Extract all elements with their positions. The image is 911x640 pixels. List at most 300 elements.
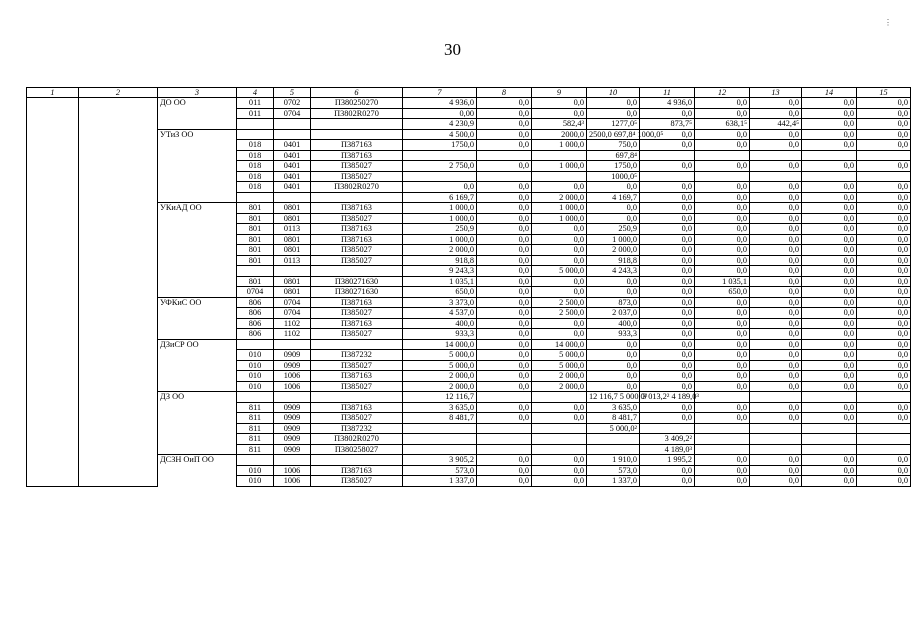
table-cell: 0,0 <box>532 402 587 413</box>
table-cell: 0909 <box>274 423 311 434</box>
table-cell: 801 <box>237 234 274 245</box>
table-cell <box>802 150 857 161</box>
table-cell: 0801 <box>274 287 311 298</box>
table-row <box>27 434 911 445</box>
table-cell: 011 <box>237 108 274 119</box>
table-cell: 010 <box>237 350 274 361</box>
table-cell <box>311 455 403 466</box>
table-cell: 0,0 <box>587 182 640 193</box>
table-cell: 0,0 <box>695 203 750 214</box>
table-cell: 5 000,0 <box>532 360 587 371</box>
table-cell: П387163 <box>311 465 403 476</box>
table-cell: 010 <box>237 476 274 487</box>
department-cell <box>158 108 237 119</box>
department-cell <box>158 381 237 392</box>
table-cell: 0,0 <box>750 413 802 424</box>
table-cell: 873,0 <box>587 297 640 308</box>
table-cell: 4 169,7 <box>587 192 640 203</box>
table-cell: 0,0 <box>640 318 695 329</box>
table-cell: П387163 <box>311 203 403 214</box>
table-cell: П385027 <box>311 161 403 172</box>
table-cell: 5 000,0 <box>403 350 477 361</box>
table-cell: 0,0 <box>640 192 695 203</box>
department-cell <box>158 224 237 235</box>
department-cell <box>158 266 237 277</box>
table-cell: 0,0 <box>587 371 640 382</box>
table-cell: 010 <box>237 465 274 476</box>
table-row <box>27 161 911 172</box>
table-cell: 0704 <box>274 297 311 308</box>
table-row <box>27 318 911 329</box>
table-cell: 0113 <box>274 255 311 266</box>
table-cell: П387163 <box>311 150 403 161</box>
department-cell <box>158 161 237 172</box>
table-cell: 0704 <box>274 308 311 319</box>
table-cell <box>802 171 857 182</box>
table-cell: 0,0 <box>750 224 802 235</box>
table-cell: 3 409,2² <box>640 434 695 445</box>
table-cell: 0,0 <box>695 98 750 109</box>
table-cell: 0,0 <box>802 329 857 340</box>
table-cell: 0,0 <box>802 161 857 172</box>
table-cell <box>237 455 274 466</box>
table-cell: 2 500,0 <box>532 308 587 319</box>
table-cell <box>237 339 274 350</box>
table-cell <box>532 444 587 455</box>
table-cell <box>695 150 750 161</box>
table-cell: 0801 <box>274 276 311 287</box>
department-cell <box>158 465 237 476</box>
table-cell: 0801 <box>274 203 311 214</box>
table-cell: 0,0 <box>695 297 750 308</box>
table-cell: 2 000,0 <box>532 371 587 382</box>
table-cell: 0,0 <box>750 476 802 487</box>
table-cell: 0,0 <box>750 350 802 361</box>
table-cell: 0,0 <box>532 98 587 109</box>
table-cell: 1750,0 <box>403 140 477 151</box>
department-cell <box>158 245 237 256</box>
table-cell: 0,0 <box>750 140 802 151</box>
table-cell: 918,8 <box>403 255 477 266</box>
table-cell: 801 <box>237 203 274 214</box>
table-cell: 0,0 <box>477 119 532 130</box>
table-row <box>27 255 911 266</box>
table-cell: 0909 <box>274 434 311 445</box>
table-cell: 0,0 <box>695 255 750 266</box>
table-cell: П3802R0270 <box>311 182 403 193</box>
table-cell: 0,0 <box>857 224 911 235</box>
table-cell: 0,0 <box>802 129 857 140</box>
table-cell: 0,0 <box>695 129 750 140</box>
table-cell: 0,0 <box>750 192 802 203</box>
column-number-11: 11 <box>640 88 695 98</box>
table-cell: 0,0 <box>587 98 640 109</box>
table-cell: 0,0 <box>750 255 802 266</box>
table-cell: 0,0 <box>857 245 911 256</box>
table-cell: 0,0 <box>750 129 802 140</box>
table-cell <box>640 423 695 434</box>
table-row <box>27 108 911 119</box>
table-cell: 400,0 <box>587 318 640 329</box>
table-cell: 0,0 <box>695 329 750 340</box>
table-row <box>27 413 911 424</box>
table-cell: 0401 <box>274 171 311 182</box>
table-cell: 250,9 <box>403 224 477 235</box>
table-cell: 650,0 <box>403 287 477 298</box>
table-cell: 0,0 <box>532 455 587 466</box>
table-cell: 0,0 <box>532 108 587 119</box>
table-cell: П387163 <box>311 140 403 151</box>
department-cell <box>158 318 237 329</box>
table-cell: 4 230,9 <box>403 119 477 130</box>
table-cell: П380258027 <box>311 444 403 455</box>
table-cell: 0,0 <box>802 455 857 466</box>
table-cell: 0,0 <box>857 98 911 109</box>
table-cell: 0,0 <box>857 276 911 287</box>
table-cell: 1 000,0 <box>403 203 477 214</box>
table-cell: 0,0 <box>695 224 750 235</box>
table-cell: П385027 <box>311 255 403 266</box>
table-cell <box>403 444 477 455</box>
table-cell: 0,0 <box>857 108 911 119</box>
table-cell: 0,0 <box>587 276 640 287</box>
table-cell: 2 000,0 <box>403 381 477 392</box>
table-row <box>27 234 911 245</box>
table-cell <box>587 434 640 445</box>
table-cell: П387232 <box>311 423 403 434</box>
table-cell: 0,0 <box>532 465 587 476</box>
table-cell: 2 037,0 <box>587 308 640 319</box>
table-cell: 0,0 <box>477 287 532 298</box>
table-cell: 1 995,2 <box>640 455 695 466</box>
department-cell <box>158 234 237 245</box>
table-cell: 0,0 <box>802 245 857 256</box>
table-cell: П387163 <box>311 234 403 245</box>
table-cell: 0,0 <box>857 192 911 203</box>
table-cell: 0704 <box>237 287 274 298</box>
table-cell: 3 905,2 <box>403 455 477 466</box>
table-cell: 0,0 <box>802 255 857 266</box>
table-cell: 638,1⁵ <box>695 119 750 130</box>
table-cell: 0,0 <box>403 182 477 193</box>
table-row <box>27 350 911 361</box>
department-cell: ДЗ ОО <box>158 392 237 403</box>
table-cell: 0,0 <box>532 234 587 245</box>
table-cell: 0,0 <box>640 476 695 487</box>
table-cell <box>640 150 695 161</box>
table-header-row <box>27 88 911 98</box>
table-cell: 0,0 <box>695 413 750 424</box>
table-cell: 0,0 <box>477 308 532 319</box>
table-cell: 0,0 <box>750 276 802 287</box>
table-cell: 0,0 <box>695 381 750 392</box>
table-cell: 1 000,0 <box>532 213 587 224</box>
table-cell <box>750 423 802 434</box>
table-cell: 0,0 <box>750 98 802 109</box>
department-cell <box>158 308 237 319</box>
table-cell: 0,0 <box>587 213 640 224</box>
table-cell: 0,0 <box>587 381 640 392</box>
department-cell <box>158 476 237 487</box>
table-cell <box>237 129 274 140</box>
table-cell: 573,0 <box>587 465 640 476</box>
table-cell: 0801 <box>274 245 311 256</box>
table-cell <box>640 171 695 182</box>
table-cell: 0,0 <box>802 297 857 308</box>
table-row <box>27 140 911 151</box>
table-cell <box>477 392 532 403</box>
table-cell: 0,0 <box>532 287 587 298</box>
table-cell: 0,0 <box>640 329 695 340</box>
table-cell: 0,0 <box>477 465 532 476</box>
table-row <box>27 339 911 350</box>
table-cell: 0,0 <box>695 360 750 371</box>
table-row <box>27 371 911 382</box>
table-cell <box>274 339 311 350</box>
table-cell: 0,0 <box>750 308 802 319</box>
table-cell: 3 635,0 <box>403 402 477 413</box>
table-cell: 0,0 <box>802 350 857 361</box>
department-cell <box>158 402 237 413</box>
department-cell <box>158 119 237 130</box>
table-cell: 0,0 <box>587 287 640 298</box>
table-cell: 0,0 <box>857 455 911 466</box>
table-cell: 0,0 <box>802 140 857 151</box>
table-cell: 0,0 <box>750 360 802 371</box>
table-cell: 0,0 <box>532 276 587 287</box>
table-cell: 1 337,0 <box>403 476 477 487</box>
table-cell: 0,0 <box>477 371 532 382</box>
table-cell: 2 000,0 <box>532 381 587 392</box>
table-cell: 0,0 <box>802 119 857 130</box>
column-number-10: 10 <box>587 88 640 98</box>
table-cell: 0,0 <box>857 203 911 214</box>
table-cell: 0,0 <box>640 350 695 361</box>
department-cell <box>158 255 237 266</box>
table-cell: 0,0 <box>532 255 587 266</box>
table-row <box>27 129 911 140</box>
table-cell: 0401 <box>274 150 311 161</box>
table-cell: 0,0 <box>857 476 911 487</box>
table-cell: 0,0 <box>640 203 695 214</box>
table-cell <box>695 171 750 182</box>
table-cell: 010 <box>237 360 274 371</box>
table-cell: 0,0 <box>695 108 750 119</box>
table-row <box>27 308 911 319</box>
table-cell <box>477 150 532 161</box>
table-cell: 0,0 <box>695 245 750 256</box>
table-cell: 0702 <box>274 98 311 109</box>
table-cell <box>802 444 857 455</box>
table-cell: 0,0 <box>802 402 857 413</box>
department-cell <box>158 329 237 340</box>
table-cell: 0,0 <box>640 339 695 350</box>
table-cell: 0,0 <box>640 161 695 172</box>
table-cell <box>695 444 750 455</box>
table-cell: 0,0 <box>750 297 802 308</box>
table-cell: 697,8⁴ <box>587 150 640 161</box>
table-cell: 1277,0⁵ <box>587 119 640 130</box>
table-cell: П387163 <box>311 297 403 308</box>
table-cell: 0,0 <box>640 234 695 245</box>
table-cell: 0,0 <box>477 161 532 172</box>
table-cell <box>750 434 802 445</box>
table-cell: 0,0 <box>802 413 857 424</box>
table-cell <box>532 392 587 403</box>
department-cell: ДО ОО <box>158 98 237 109</box>
table-cell: 0,0 <box>640 402 695 413</box>
table-cell: 806 <box>237 318 274 329</box>
column-number-8: 8 <box>477 88 532 98</box>
department-cell <box>158 350 237 361</box>
table-cell: 0,0 <box>857 129 911 140</box>
table-cell: 0,0 <box>695 476 750 487</box>
table-row <box>27 98 911 109</box>
table-cell: 2000,0 <box>532 129 587 140</box>
table-cell: П387163 <box>311 371 403 382</box>
table-cell: П385027 <box>311 381 403 392</box>
table-cell: 0,0 <box>640 465 695 476</box>
department-cell <box>158 192 237 203</box>
table-cell: 0,0 <box>750 455 802 466</box>
table-cell: 0,0 <box>802 213 857 224</box>
table-cell: П385027 <box>311 308 403 319</box>
table-cell: 010 <box>237 371 274 382</box>
table-cell: 0,0 <box>802 266 857 277</box>
table-row <box>27 402 911 413</box>
table-cell: 0,0 <box>802 318 857 329</box>
table-cell: 14 000,0 <box>403 339 477 350</box>
table-cell: 1 035,1 <box>695 276 750 287</box>
table-cell: 12 116,7 <box>403 392 477 403</box>
table-cell: П385027 <box>311 476 403 487</box>
table-cell: 010 <box>237 381 274 392</box>
table-cell: 811 <box>237 423 274 434</box>
table-cell: 0,0 <box>857 413 911 424</box>
table-row <box>27 360 911 371</box>
table-cell: 0,0 <box>695 182 750 193</box>
table-cell: 0,0 <box>532 182 587 193</box>
table-cell: 0,0 <box>640 297 695 308</box>
table-cell: 0909 <box>274 413 311 424</box>
col2-empty <box>79 98 158 487</box>
table-row <box>27 245 911 256</box>
table-row <box>27 444 911 455</box>
table-cell: 806 <box>237 308 274 319</box>
table-cell: П380271630 <box>311 276 403 287</box>
table-cell: П380271630 <box>311 287 403 298</box>
table-cell: 0,0 <box>640 224 695 235</box>
table-row <box>27 329 911 340</box>
table-cell: 801 <box>237 255 274 266</box>
table-cell: 4 189,0³ <box>640 444 695 455</box>
table-cell: 0,0 <box>857 255 911 266</box>
table-cell: 0909 <box>274 360 311 371</box>
department-cell <box>158 434 237 445</box>
column-number-12: 12 <box>695 88 750 98</box>
table-cell: 018 <box>237 161 274 172</box>
table-cell <box>857 423 911 434</box>
table-cell: 0,0 <box>857 119 911 130</box>
table-cell <box>274 119 311 130</box>
table-cell: 0,0 <box>802 476 857 487</box>
table-cell: 0,0 <box>477 476 532 487</box>
table-cell <box>311 392 403 403</box>
table-cell <box>695 392 750 403</box>
table-cell: 1006 <box>274 476 311 487</box>
table-cell: 2 000,0 <box>403 371 477 382</box>
table-cell: 0,0 <box>857 297 911 308</box>
table-cell: 650,0 <box>695 287 750 298</box>
table-cell: 018 <box>237 182 274 193</box>
column-number-7: 7 <box>403 88 477 98</box>
table-cell: 0,0 <box>477 297 532 308</box>
table-cell: 0,0 <box>802 98 857 109</box>
table-cell <box>857 392 911 403</box>
department-cell <box>158 171 237 182</box>
table-cell <box>532 434 587 445</box>
table-cell: 0113 <box>274 224 311 235</box>
table-cell: 2 000,0 <box>403 245 477 256</box>
table-cell: П380250270 <box>311 98 403 109</box>
table-cell: 0,0 <box>640 266 695 277</box>
table-cell: 0,0 <box>640 276 695 287</box>
table-cell: 6 169,7 <box>403 192 477 203</box>
column-number-15: 15 <box>857 88 911 98</box>
table-cell: 4 936,0 <box>403 98 477 109</box>
table-cell <box>237 119 274 130</box>
table-cell: 8 481,7 <box>403 413 477 424</box>
table-cell: П387163 <box>311 224 403 235</box>
table-cell: 0,0 <box>587 350 640 361</box>
table-cell <box>237 192 274 203</box>
table-cell: 0,0 <box>640 213 695 224</box>
table-cell <box>750 444 802 455</box>
table-cell: 442,4⁵ <box>750 119 802 130</box>
table-cell: 0,0 <box>532 413 587 424</box>
table-cell: 0,0 <box>640 245 695 256</box>
table-cell: 0,0 <box>695 402 750 413</box>
table-cell: П385027 <box>311 171 403 182</box>
table-row <box>27 423 911 434</box>
table-cell <box>311 119 403 130</box>
table-cell: 1006 <box>274 381 311 392</box>
table-cell: 1 910,0 <box>587 455 640 466</box>
table-cell: 1102 <box>274 329 311 340</box>
table-cell: 0,00 <box>403 108 477 119</box>
table-cell: 0704 <box>274 108 311 119</box>
table-cell: 0,0 <box>857 266 911 277</box>
table-cell: 1006 <box>274 371 311 382</box>
table-cell: 018 <box>237 140 274 151</box>
department-cell <box>158 213 237 224</box>
table-cell: 0,0 <box>640 287 695 298</box>
department-cell <box>158 423 237 434</box>
table-cell: 0,0 <box>695 339 750 350</box>
table-row <box>27 213 911 224</box>
table-cell: 2 000,0 <box>532 192 587 203</box>
table-cell: 0,0 <box>750 465 802 476</box>
table-cell <box>311 192 403 203</box>
table-cell <box>802 434 857 445</box>
table-cell: 2 500,0 <box>532 297 587 308</box>
table-cell: 750,0 <box>587 140 640 151</box>
column-number-2: 2 <box>79 88 158 98</box>
table-cell: 0,0 <box>695 266 750 277</box>
table-cell: 918,8 <box>587 255 640 266</box>
table-cell: 0,0 <box>477 245 532 256</box>
table-cell: 0,0 <box>532 245 587 256</box>
